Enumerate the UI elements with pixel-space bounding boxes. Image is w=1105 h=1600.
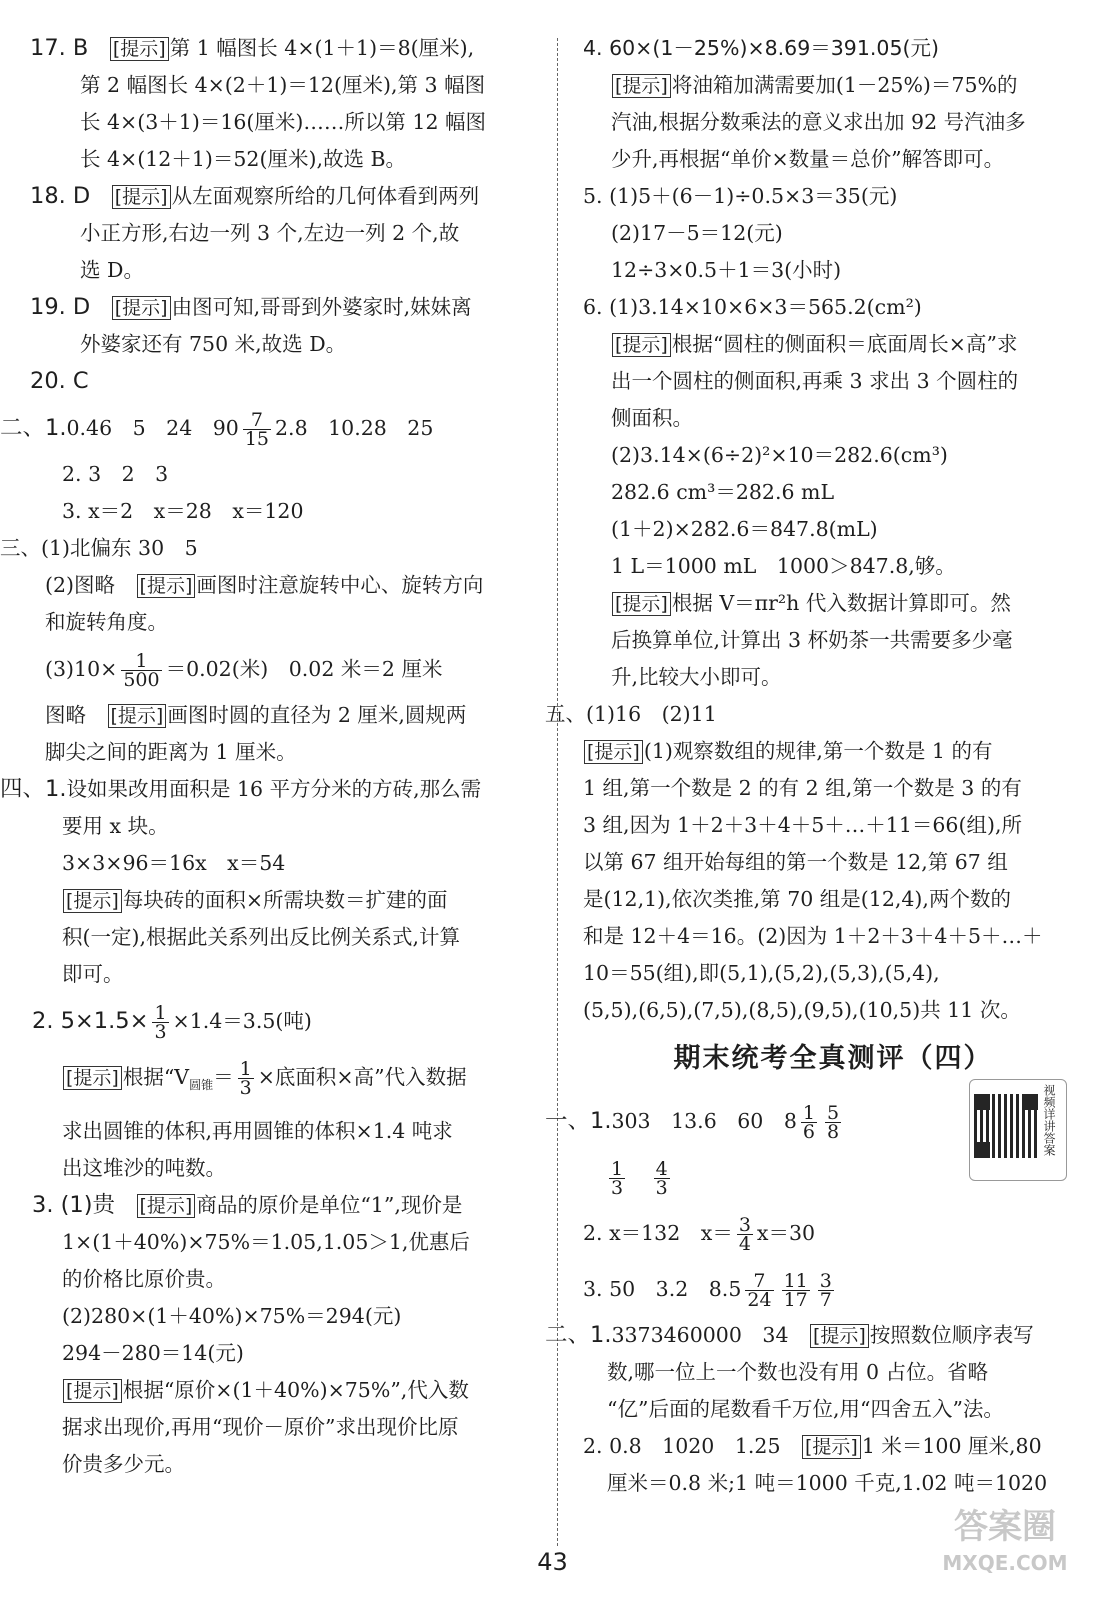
section-2-item-1: 二、1.0.46 5 24 90 $\frac{7}{15}$ 2.8 10.28 25 [0, 409, 434, 450]
hint-tag: [提示] [612, 74, 671, 98]
fraction: $\frac{11}{17}$ [783, 1270, 808, 1311]
section-2-item-3: 3. x＝2 x＝28 x＝120 [62, 499, 304, 523]
hint-tag: [提示] [108, 704, 167, 728]
section-2-item-2: 2. 3 2 3 [62, 462, 169, 486]
hint-tag: [提示] [63, 1066, 122, 1090]
watermark-logo: 答案圈 MXQE.COM [942, 1507, 1068, 1575]
hint-tag: [提示] [612, 592, 671, 616]
answer-5: 5. (1)5＋(6－1)÷0.5×3＝35(元) (2)17－5＝12(元) 12÷3×0.5＋1＝3(小时) [583, 184, 898, 282]
answer-18: 18. D [提示] 从左面观察所给的几何体看到两列 小正方形,右边一列 3 个,左边一列 2 个,故 选 D。 [30, 183, 480, 282]
answer-6: 6. (1)3.14×10×6×3＝565.2(cm²) [提示] 根据“圆柱的侧面积＝底面周长×高”求 出一个圆柱的侧面积,再乘 3 求出 3 个圆柱的 侧面积。 (2)3.14×(6÷2)²×10＝282.6(cm³) 282.6 cm³＝282.6 mL (1＋2)×282.6＝847.8(mL) 1 L＝1000 mL 1000＞847.8,够。 [提示] 根据 V＝πr²h 代入数据计算即可。然 后换算单位,计算出 3 杯奶茶一共需要多少毫 升,比较大小即可。 [583, 295, 1019, 689]
right-column [545, 30, 1083, 1502]
test-part-1: 一、1.303 13.6 60 8 $\frac{1}{6}$ $\frac{5}{8}$ $\frac{1}{3}$ $\frac{4}{3}$ 2. x＝132 x＝ $\frac{3}{4}$ x＝30 3. 50 3.2 8.5 $\frac{7}{24}$ $\frac{11}{17}$ $\frac{3}{7}$ [545, 1102, 840, 1311]
qr-code[interactable] [969, 1079, 1067, 1181]
fraction: $\frac{1}{500}$ [123, 650, 160, 691]
answer-4: 4. 60×(1－25%)×8.69＝391.05(元) [提示] 将油箱加满需要加(1－25%)＝75%的 汽油,根据分数乘法的意义求出加 92 号汽油多 少升,再根据“单价×数量＝总价”解答即可。 [583, 36, 1026, 171]
fraction: $\frac{1}{3}$ [239, 1058, 252, 1099]
fraction: $\frac{1}{3}$ [611, 1158, 624, 1199]
hint-tag: [提示] [612, 333, 671, 357]
hint-tag: [提示] [63, 889, 122, 913]
answer-20: 20. C [30, 368, 89, 394]
answer-19: 19. D [提示] 由图可知,哥哥到外婆家时,妹妹离 外婆家还有 750 米,故选 D。 [30, 294, 472, 356]
hint-tag: [提示] [802, 1435, 861, 1459]
fraction: $\frac{1}{3}$ [154, 1002, 167, 1043]
hint-tag: [提示] [110, 37, 169, 61]
hint-tag: [提示] [112, 185, 171, 209]
hint-tag: [提示] [63, 1379, 122, 1403]
section-4-item-3: 3. (1)贵 [提示] 商品的原价是单位“1”,现价是 1×(1＋40%)×75%＝1.05,1.05＞1,优惠后 的价格比原价贵。 (2)280×(1＋40%)×75%＝294(元) 294－280＝14(元) [提示] 根据“原价×(1＋40%)×75%”,代入数 据求出现价,再用“现价－原价”求出现价比原 价贵多少元。 [32, 1192, 470, 1477]
section-4-item-1: 四、1.设如果改用面积是 16 平方分米的方砖,那么需 要用 x 块。 3×3×96＝16x x＝54 [提示] 每块砖的面积×所需块数＝扩建的面 积(一定),根据此关系列出反比例关系式,计算 即可。 [0, 776, 482, 986]
fraction: $\frac{3}{7}$ [819, 1270, 832, 1311]
hint-tag: [提示] [584, 740, 643, 764]
fraction: $\frac{5}{8}$ [826, 1102, 840, 1143]
answer-17: 17. B [提示] 第 1 幅图长 4×(1＋1)＝8(厘米), 第 2 幅图长 4×(2＋1)＝12(厘米),第 3 幅图 长 4×(3＋1)＝16(厘米)……所以第 12 幅图 长 4×(12＋1)＝52(厘米),故选 B。 [30, 35, 487, 171]
fraction: $\frac{4}{3}$ [655, 1158, 668, 1199]
test-part-2: 二、1.3373460000 34 [提示] 按照数位顺序表写 数,哪一位上一个数也没有用 0 占位。省略 “亿”后面的尾数看千万位,用“四舍五入”法。 2. 0.8 1020 1.25 [提示] 1 米＝100 厘米,80 厘米＝0.8 米;1 吨＝1000 千克,1.02 吨＝1020 [545, 1322, 1048, 1495]
fraction: $\frac{7}{15}$ [244, 409, 270, 450]
hint-tag: [提示] [137, 1194, 196, 1218]
hint-tag: [提示] [137, 574, 196, 598]
fraction: $\frac{7}{24}$ [747, 1270, 772, 1311]
hint-tag: [提示] [112, 296, 171, 320]
test-title: 期末统考全真测评（四） [673, 1043, 993, 1074]
qr-caption: 视频详讲答案 [1042, 1084, 1056, 1156]
qr-code-icon [974, 1094, 1038, 1158]
fraction: $\frac{3}{4}$ [738, 1214, 751, 1255]
left-column [0, 30, 542, 1483]
hint-tag: [提示] [810, 1324, 869, 1348]
page-number: 43 [537, 1548, 568, 1576]
section-5: 五、(1)16 (2)11 [提示] (1)观察数组的规律,第一个数是 1 的有 1 组,第一个数是 2 的有 2 组,第一个数是 3 的有 3 组,因为 1＋2＋3＋4＋5＋…＋11＝66(组),所 以第 67 组开始每组的第一个数是 12,第 67 组 是(12,1),依次类推,第 70 组是(12,4),两个数的 和是 12＋4＝16。(2)因为 1＋2＋3＋4＋5＋…＋ 10＝55(组),即(5,1),(5,2),(5,3),(5,4), (5,5),(6,5),(7,5),(8,5),(9,5),(10,5)共 11 次。 [545, 702, 1043, 1022]
section-4-item-2: 2. 5×1.5× $\frac{1}{3}$ ×1.4＝3.5(吨) [提示] 根据“$V_{圆锥}=$ $\frac{1}{3}$ ×底面积×高”代入数据 求出圆锥的体积,再用圆锥的体积×1.4 吨求 出这堆沙的吨数。 [32, 1002, 467, 1181]
section-3: 三、(1)北偏东 30 5 (2)图略 [提示] 画图时注意旋转中心、旋转方向 和旋转角度。 (3)10× $\frac{1}{500}$ ＝0.02(米) 0.02 米＝2 厘米 图略 [提示] 画图时圆的直径为 2 厘米,圆规两 脚尖之间的距离为 1 厘米。 [0, 536, 484, 764]
fraction: $\frac{1}{6}$ [802, 1102, 815, 1143]
